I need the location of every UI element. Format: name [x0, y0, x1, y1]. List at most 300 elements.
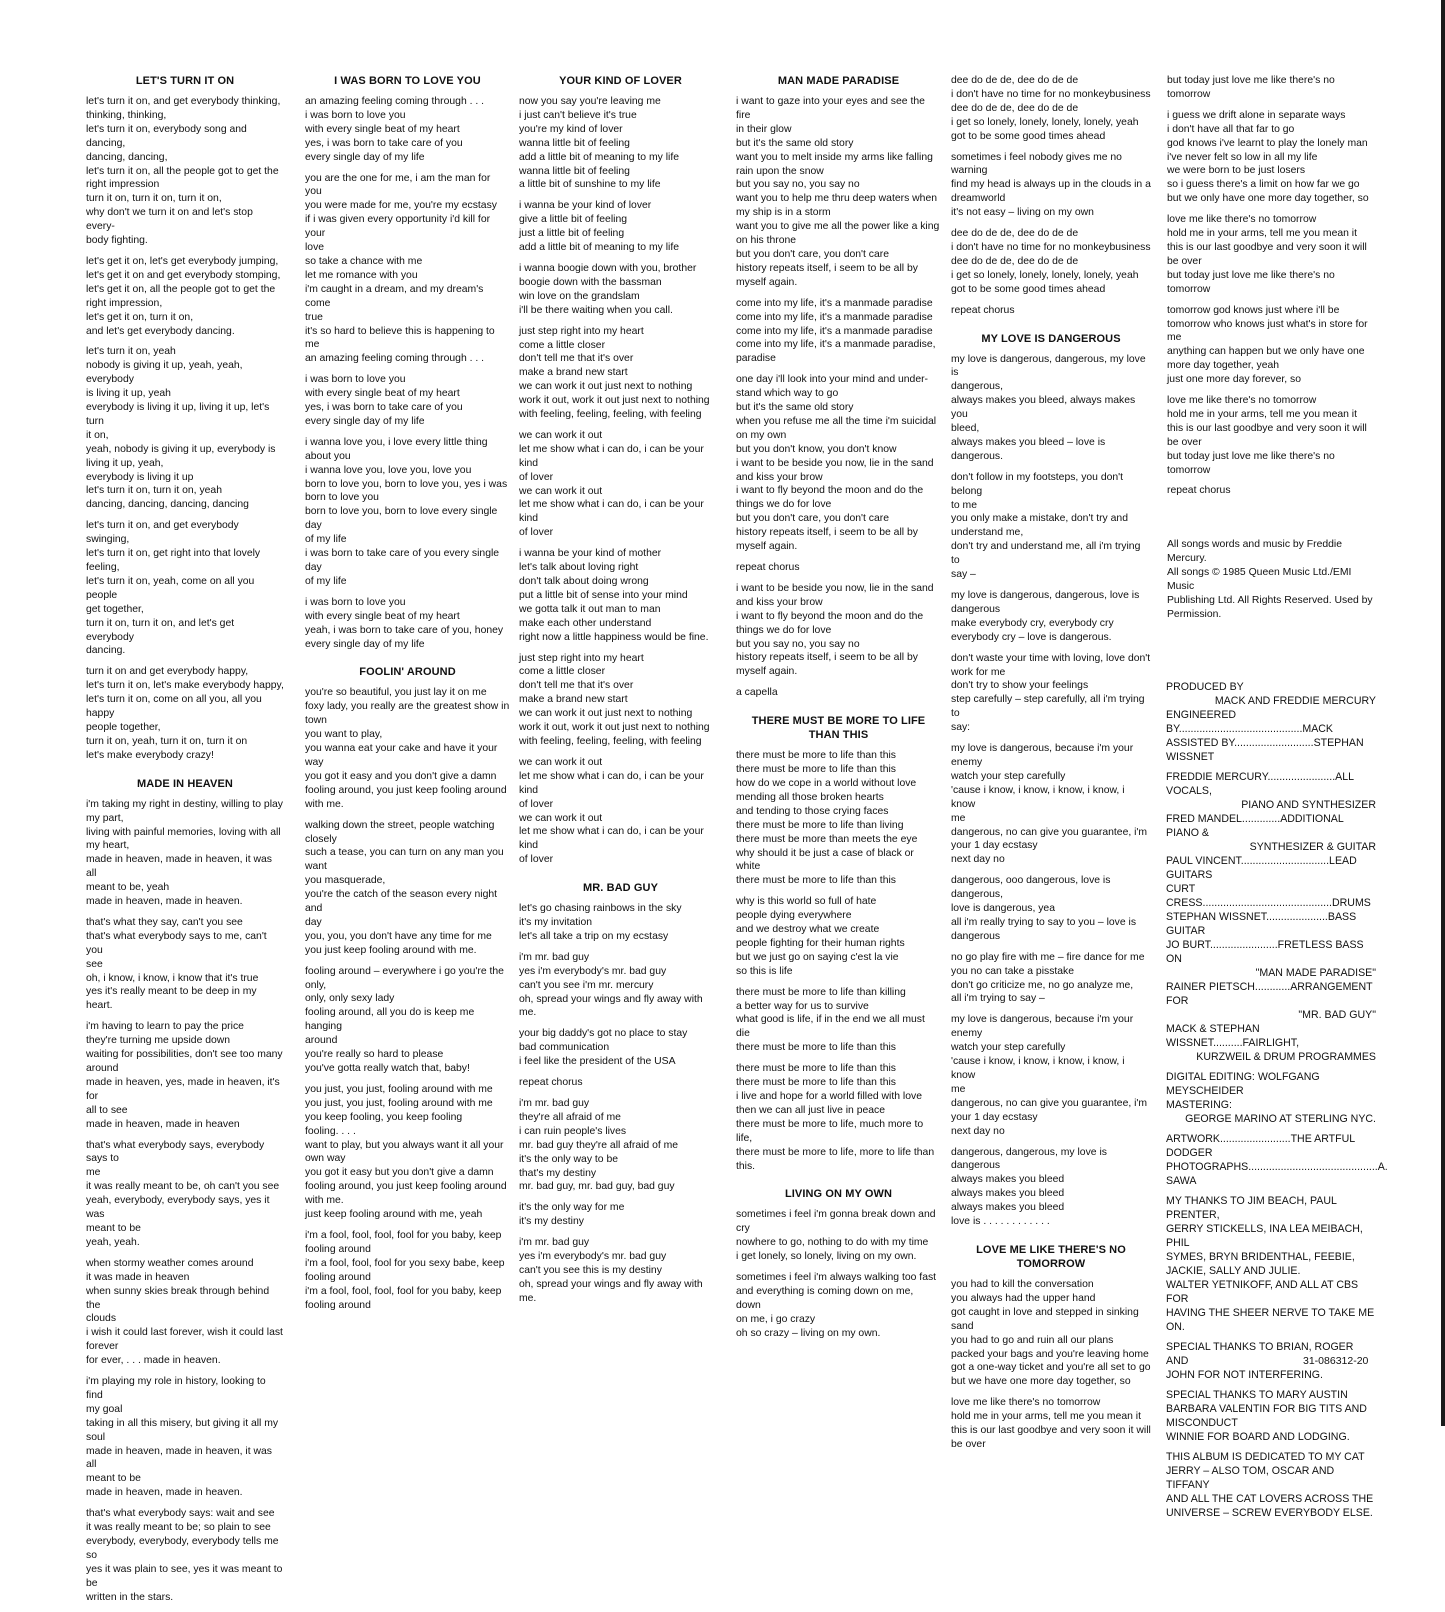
lyric-line: work it out, work it out just next to nothing — [519, 722, 710, 734]
lyric-line: let's turn it on, get right into that lovely — [86, 548, 261, 560]
lyric-line: fooling around, you just keep fooling around — [305, 1181, 507, 1193]
song-title: YOUR KIND OF LOVER — [559, 75, 682, 87]
lyric-line: dancing, dancing, — [86, 151, 168, 163]
lyric-stanza — [305, 596, 510, 652]
lyric-stanza — [86, 95, 284, 248]
credit-line: JO BURT.......................FRETLESS BASS ON — [1166, 939, 1364, 965]
lyric-line: is living it up, yeah — [86, 388, 171, 400]
copyright-line: All songs © 1985 Queen Music Ltd./EMI Music — [1167, 567, 1352, 593]
lyric-line: meant to be — [86, 1473, 141, 1485]
lyric-line: dangerous, no can give you guarantee, i'm — [951, 826, 1148, 838]
lyric-line: fooling around, all you do is keep me hanging — [305, 1007, 475, 1033]
lyric-stanza — [1167, 109, 1374, 206]
lyric-line: we can work it out just next to nothing — [519, 381, 693, 393]
lyric-line: a capella — [736, 687, 778, 699]
lyric-stanza — [1167, 484, 1374, 498]
lyric-line: and tending to those crying faces — [736, 805, 889, 817]
lyric-line: love me like there's no tomorrow — [951, 1397, 1101, 1409]
catalog-number: 31-086312-20 — [1303, 1355, 1369, 1367]
lyric-stanza — [951, 951, 1151, 1007]
lyric-line: i'm a fool, fool, fool, fool for you baby, keep — [305, 1285, 502, 1297]
lyric-line: sometimes i feel nobody gives me no warning — [951, 151, 1122, 177]
lyric-line: you, you, you don't have any time for me — [305, 930, 492, 942]
lyric-line: it on, — [86, 429, 109, 441]
lyric-line: don't follow in my footsteps, you don't belong — [951, 471, 1124, 497]
lyric-stanza — [519, 756, 722, 867]
lyric-line: i'm mr. bad guy — [519, 1237, 590, 1249]
lyric-line: body fighting. — [86, 235, 148, 247]
lyric-line: taking in all this misery, but giving it all my — [86, 1417, 279, 1429]
lyric-line: give a little bit of feeling — [519, 214, 628, 226]
lyric-line: there must be more to life than this — [736, 1042, 896, 1054]
lyric-stanza — [305, 686, 510, 811]
lyric-line: you just, you just, fooling around with me — [305, 1083, 493, 1095]
lyric-line: why is this world so full of hate — [736, 896, 877, 908]
lyric-line: but we only have one more day together, so — [1167, 193, 1369, 205]
lyric-line: me — [1167, 332, 1182, 344]
lyric-stanza — [305, 95, 510, 165]
lyric-line: on me, i go crazy — [736, 1313, 816, 1325]
lyric-line: always makes you bleed – love is dangerous. — [951, 436, 1106, 462]
lyric-line: make everybody cry, everybody cry — [951, 617, 1114, 629]
song-title: MY LOVE IS DANGEROUS — [981, 332, 1121, 345]
lyric-stanza — [951, 471, 1151, 582]
album-credits — [1166, 680, 1388, 1520]
lyric-line: no go play fire with me – fire dance for me — [951, 951, 1145, 963]
lyric-line: it's my destiny — [519, 1216, 584, 1228]
lyric-line: why should it be just a case of black or white — [736, 847, 914, 873]
lyric-line: don't waste your time with loving, love don't — [951, 652, 1151, 664]
lyric-line: that's my destiny — [519, 1167, 597, 1179]
lyric-line: every single day of my life — [305, 151, 425, 163]
lyric-stanza — [519, 951, 722, 1021]
lyric-line: be over — [951, 1438, 986, 1450]
lyric-stanza — [736, 895, 941, 978]
lyric-line: i get so lonely, lonely, lonely, lonely, yeah — [951, 269, 1139, 281]
lyric-stanza — [305, 436, 510, 589]
lyric-line: fooling around – everywhere i go you're the — [305, 965, 504, 977]
lyric-line: but you don't care, you don't care — [736, 513, 889, 525]
lyric-line: of lover — [519, 798, 554, 810]
lyric-line: own way — [305, 1153, 346, 1165]
lyric-line: you had to go and ruin all our plans — [951, 1334, 1114, 1346]
lyric-line: but we have one more day together, so — [951, 1376, 1131, 1388]
credit-line: GERRY STICKELLS, INA LEA MEIBACH, PHIL — [1166, 1223, 1363, 1249]
lyric-line: tomorrow who knows just what's in store for — [1167, 318, 1368, 330]
lyric-line: made in heaven, made in heaven, it was all — [86, 854, 272, 880]
lyric-line: i wish it could last forever, wish it could last — [86, 1327, 283, 1339]
lyric-line: repeat chorus — [1167, 485, 1231, 497]
lyric-line: got to be some good times ahead — [951, 130, 1106, 142]
lyric-line: people together, — [86, 721, 161, 733]
lyric-line: everybody is living it up — [86, 471, 194, 483]
lyric-line: closely — [305, 833, 337, 845]
lyric-line: step carefully – step carefully, all i'm trying to — [951, 694, 1145, 720]
lyric-line: dee do de de, dee do de de — [951, 255, 1079, 267]
lyric-line: dangerous, no can give you guarantee, i'm — [951, 1097, 1148, 1109]
lyric-line: living with painful memories, loving with all — [86, 826, 281, 838]
song-title: LOVE ME LIKE THERE'S NO TOMORROW — [976, 1243, 1126, 1270]
lyric-line: let's turn it on, all the people got to get the — [86, 165, 279, 177]
lyric-stanza — [951, 742, 1151, 867]
lyric-line: your 1 day ecstasy — [951, 1111, 1038, 1123]
lyric-line: just a little bit of feeling — [519, 228, 625, 240]
lyric-line: an amazing feeling coming through . . . — [305, 353, 485, 365]
lyric-line: you're the catch of the season every night and — [305, 889, 498, 915]
lyric-line: but you don't care, you don't care — [736, 248, 889, 260]
lyric-line: born to love you — [305, 492, 379, 504]
lyric-line: my love is dangerous, dangerous, my love is — [951, 353, 1146, 379]
lyric-stanza — [1167, 213, 1374, 296]
lyric-line: it was made in heaven — [86, 1271, 190, 1283]
lyric-line: repeat chorus — [736, 562, 800, 573]
lyric-line: hold me in your arms, tell me you mean it — [1167, 408, 1357, 420]
lyric-line: this is our last goodbye and very soon it will — [951, 1425, 1151, 1437]
lyric-line: we can work it out — [519, 485, 603, 497]
lyric-line: such a tease, you can turn on any man you — [305, 847, 504, 859]
credit-line: MACK AND FREDDIE MERCURY — [1214, 695, 1376, 707]
lyric-line: dangerous, dangerous, my love is dangerous — [951, 1146, 1107, 1172]
lyric-line: tomorrow — [1167, 464, 1211, 476]
credit-line: SPECIAL THANKS TO BRIAN, ROGER AND — [1166, 1341, 1354, 1367]
lyric-stanza — [305, 172, 510, 367]
lyric-line: always makes you bleed, always makes you — [951, 395, 1136, 421]
lyric-line: boogie down with the bassman — [519, 276, 662, 288]
lyric-line: packed your bags and you're leaving home — [951, 1348, 1149, 1360]
lyric-stanza — [736, 1208, 941, 1264]
lyric-stanza — [951, 227, 1151, 297]
lyric-line: watch your step carefully — [951, 1042, 1066, 1054]
lyric-line: i want to fly beyond the moon and do the — [736, 485, 924, 497]
lyric-line: i wanna love you, i love every little thing — [305, 436, 488, 448]
lyric-line: i get lonely, so lonely, living on my own. — [736, 1251, 917, 1263]
lyric-line: let's turn it on, yeah — [86, 346, 176, 358]
lyric-line: of lover — [519, 527, 554, 539]
lyric-line: let's go chasing rainbows in the sky — [519, 903, 682, 915]
lyric-line: when stormy weather comes around — [86, 1257, 254, 1269]
lyric-line: mr. bad guy they're all afraid of me — [519, 1139, 679, 1151]
lyric-line: understand me, — [951, 527, 1024, 539]
lyric-line: yes it was plain to see, yes it was meant to be — [86, 1563, 283, 1589]
lyric-line: and we destroy what we create — [736, 924, 880, 936]
lyric-line: sand — [951, 1320, 974, 1332]
lyric-line: want — [305, 861, 327, 873]
lyric-stanza — [519, 1097, 722, 1194]
lyric-stanza — [519, 429, 722, 540]
lyric-line: you want to play, — [305, 729, 383, 741]
lyric-line: all i'm really trying to say to you – love is — [951, 916, 1137, 928]
lyric-line: my ship is in a storm — [736, 207, 831, 219]
lyric-line: it was really meant to be, oh can't you see — [86, 1181, 280, 1193]
lyric-line: made in heaven, made in heaven — [86, 1118, 240, 1130]
lyric-line: oh, spread your wings and fly away with me. — [519, 1278, 703, 1304]
lyric-line: about you — [305, 450, 351, 462]
lyric-line: nowhere to go, nothing to do with my time — [736, 1237, 929, 1249]
lyric-line: just one more day forever, so — [1167, 374, 1301, 386]
lyric-line: i'm having to learn to pay the price — [86, 1021, 244, 1033]
lyric-stanza — [736, 986, 941, 1056]
credit-line: KURZWEIL & DRUM PROGRAMMES — [1196, 1051, 1376, 1063]
lyric-line: of my life — [305, 534, 347, 546]
lyric-line: come into my life, it's a manmade paradise — [736, 297, 933, 309]
lyric-line: around — [86, 1063, 119, 1074]
lyric-line: we can work it out just next to nothing — [519, 708, 693, 720]
lyric-line: let's get it on and get everybody stomping, — [86, 269, 281, 281]
lyric-line: tomorrow — [1167, 88, 1211, 100]
lyric-line: you just keep fooling around with me. — [305, 944, 477, 956]
lyric-line: soul — [86, 1431, 106, 1443]
lyric-line: let me show what i can do, i can be your kind — [519, 770, 704, 796]
lyric-line: you always had the upper hand — [951, 1292, 1096, 1304]
lyric-line: let's talk about loving right — [519, 562, 639, 574]
lyric-line: always makes you bleed — [951, 1174, 1065, 1186]
lyric-line: fooling around — [305, 1299, 371, 1311]
credit-line: DIGITAL EDITING: WOLFGANG MEYSCHEIDER — [1166, 1071, 1320, 1097]
lyric-line: anything can happen but we only have one — [1167, 346, 1365, 358]
credit-line: STEPHAN WISSNET.....................BASS GUITAR — [1166, 911, 1357, 937]
lyric-stanza — [305, 1229, 510, 1312]
lyric-line: let me show what i can do, i can be your kind — [519, 499, 704, 525]
lyric-line: love — [305, 242, 325, 254]
lyric-line: paradise — [736, 353, 776, 365]
credit-line: ARTWORK........................THE ARTFUL DODGER — [1166, 1133, 1355, 1159]
lyric-line: why don't we turn it on and let's stop every- — [86, 207, 253, 233]
lyric-stanza — [519, 547, 722, 644]
lyric-line: one day i'll look into your mind and under- — [736, 374, 929, 386]
lyric-line: fooling around — [305, 1243, 371, 1255]
lyric-line: make a brand new start — [519, 367, 628, 379]
lyric-line: i wanna be your kind of mother — [519, 548, 662, 560]
lyric-line: true — [305, 311, 323, 323]
lyric-line: myself again. — [736, 276, 798, 288]
lyric-line: more day together, yeah — [1167, 360, 1280, 372]
lyric-line: let's turn it on, and get everybody thinking, — [86, 96, 281, 107]
lyric-line: sometimes i feel i'm always walking too fast — [736, 1272, 937, 1284]
lyric-line: yes, i was born to take care of you — [305, 402, 463, 414]
lyric-line: you're so beautiful, you just lay it on me — [305, 687, 487, 699]
lyric-line: there must be more to life than this — [736, 875, 896, 887]
lyric-line: turn it on, turn it on, turn it on, — [86, 193, 222, 205]
lyric-line: so take a chance with me — [305, 255, 423, 267]
lyric-line: yes, i was born to take care of you — [305, 137, 463, 149]
lyric-stanza — [951, 1396, 1151, 1452]
lyric-stanza — [736, 582, 941, 679]
credit-line: WALTER YETNIKOFF, AND ALL AT CBS FOR — [1166, 1279, 1359, 1305]
lyric-line: there must be more to life than this — [736, 764, 896, 776]
lyric-line: that's what everybody says to me, can't you — [86, 930, 267, 956]
lyric-line: you just, you just, fooling around with me — [305, 1097, 493, 1109]
lyric-line: rain upon the snow — [736, 165, 824, 177]
lyric-stanza — [86, 1507, 284, 1604]
lyric-line: it's the only way to be — [519, 1153, 619, 1165]
lyric-stanza — [736, 95, 941, 290]
lyrics-column-4 — [736, 74, 941, 1348]
lyric-stanza — [951, 304, 1151, 318]
lyric-line: made in heaven, made in heaven. — [86, 1487, 243, 1499]
lyric-line: i feel like the president of the USA — [519, 1056, 676, 1068]
lyric-stanza — [519, 902, 722, 944]
lyric-line: me — [951, 1083, 966, 1095]
lyric-line: but today just love me like there's no — [1167, 269, 1335, 281]
lyric-line: how do we cope in a world without love — [736, 777, 917, 789]
lyric-line: they're all afraid of me — [519, 1111, 621, 1123]
lyric-line: i've never felt so low in all my life — [1167, 151, 1318, 163]
lyric-line: let me show what i can do, i can be your kind — [519, 443, 704, 469]
lyric-line: don't tell me that it's over — [519, 680, 634, 692]
credit-line: SYMES, BRYN BRIDENTHAL, FEEBIE, — [1166, 1251, 1355, 1263]
credit-line: ENGINEERED BY..........................................MACK — [1166, 709, 1333, 735]
lyric-line: mr. bad guy, mr. bad guy, bad guy — [519, 1181, 675, 1193]
lyric-line: let's turn it on, and get everybody swinging, — [86, 520, 239, 546]
lyric-line: when you refuse me all the time i'm suicidal — [736, 415, 937, 427]
lyric-line: turn it on, turn it on, and let's get everybody — [86, 617, 235, 643]
lyric-line: i'm mr. bad guy — [519, 951, 590, 963]
lyric-line: you only make a mistake, don't try and — [951, 513, 1128, 525]
lyric-line: when sunny skies break through behind the — [86, 1285, 270, 1311]
lyric-line: repeat chorus — [951, 304, 1015, 316]
lyric-stanza — [951, 1013, 1151, 1138]
lyric-line: my goal — [86, 1403, 123, 1415]
lyric-stanza — [86, 1139, 284, 1250]
lyric-line: put a little bit of sense into your mind — [519, 589, 688, 601]
lyric-line: there must be more than meets the eye — [736, 833, 918, 845]
lyric-line: my love is dangerous, because i'm your — [951, 743, 1134, 755]
lyric-line: dangerous, ooo dangerous, love is dangerous, — [951, 875, 1111, 901]
song-title: THERE MUST BE MORE TO LIFE THAN THIS — [751, 715, 926, 742]
lyric-line: yeah, yeah. — [86, 1236, 140, 1248]
lyric-stanza — [1167, 394, 1374, 477]
credit-line: JERRY – ALSO TOM, OSCAR AND TIFFANY — [1166, 1465, 1335, 1491]
lyric-line: dee do de de, dee do de de — [951, 75, 1079, 86]
lyric-line: i get so lonely, lonely, lonely, lonely, yeah — [951, 116, 1139, 128]
lyric-stanza — [305, 819, 510, 958]
lyric-line: don't try to show your feelings — [951, 680, 1089, 692]
lyric-line: let's turn it on, turn it on, yeah — [86, 485, 222, 497]
lyric-line: i don't have no time for no monkeybusiness — [951, 241, 1151, 253]
lyric-line: love me like there's no tomorrow — [1167, 214, 1317, 226]
lyric-stanza — [86, 798, 284, 909]
lyric-line: fooling. . . . — [305, 1125, 356, 1137]
lyric-line: let's get it on, let's get everybody jumping, — [86, 255, 279, 267]
lyric-line: next day no — [951, 1125, 1005, 1137]
lyric-line: let's all take a trip on my ecstasy — [519, 930, 669, 942]
lyric-stanza — [86, 1375, 284, 1500]
lyric-line: with feeling, feeling, feeling, with feeling — [519, 409, 702, 421]
lyric-line: just step right into my heart — [519, 652, 644, 664]
credit-line: SPECIAL THANKS TO MARY AUSTIN — [1166, 1389, 1348, 1401]
lyric-line: dee do de de, dee do de de — [951, 102, 1079, 114]
lyric-line: add a little bit of meaning to my life — [519, 151, 679, 163]
lyric-line: you keep fooling, you keep fooling — [305, 1111, 463, 1123]
lyric-stanza — [519, 325, 722, 422]
lyric-line: meant to be — [86, 1222, 141, 1234]
lyric-line: in their glow — [736, 123, 792, 135]
lyric-line: you wanna eat your cake and have it your way — [305, 743, 498, 768]
lyric-line: let's turn it on, come on all you, all you happy — [86, 694, 262, 720]
lyric-line: fooling around — [305, 1271, 371, 1283]
lyric-line: let's get it on, all the people got to get the — [86, 283, 276, 295]
lyric-line: stand which way to go — [736, 388, 839, 400]
lyrics-column-6 — [1167, 74, 1374, 629]
lyric-stanza — [951, 74, 1151, 144]
lyric-line: forever — [86, 1341, 119, 1353]
lyric-line: dee do de de, dee do de de — [951, 228, 1079, 240]
lyric-line: for ever, . . . made in heaven. — [86, 1355, 221, 1367]
credit-line: JACKIE, SALLY AND JULIE. — [1166, 1265, 1301, 1277]
lyric-line: say: — [951, 722, 971, 734]
lyric-line: don't talk about doing wrong — [519, 576, 649, 587]
lyric-line: with every single beat of my heart — [305, 388, 460, 400]
lyric-line: want you to melt inside my arms like falling — [736, 151, 933, 163]
lyric-line: tomorrow god knows just where i'll be — [1167, 304, 1340, 316]
lyric-line: feeling, — [86, 562, 120, 573]
lyric-line: living it up, yeah, — [86, 457, 164, 469]
lyric-line: made in heaven, made in heaven. — [86, 896, 243, 908]
lyric-line: but it's the same old story — [736, 402, 854, 414]
lyric-line: i'm playing my role in history, looking to find — [86, 1376, 266, 1401]
song-title: LIVING ON MY OWN — [784, 1188, 893, 1201]
lyric-line: town — [305, 715, 327, 727]
lyric-line: a better way for us to survive — [736, 1000, 869, 1012]
lyric-line: my part, — [86, 812, 124, 824]
lyric-line: dancing. — [86, 645, 126, 657]
lyric-line: see — [86, 958, 103, 970]
lyric-stanza — [736, 686, 941, 700]
lyric-line: there must be more to life, more to life than — [736, 1146, 935, 1158]
lyric-line: so this is life — [736, 965, 793, 977]
lyric-line: now you say you're leaving me — [519, 96, 661, 107]
lyric-line: born to love you, born to love every single day — [305, 506, 498, 532]
copyright-notice — [1167, 538, 1374, 621]
lyric-line: dangerous, — [951, 381, 1003, 393]
lyric-line: yeah, nobody is giving it up, everybody is — [86, 443, 276, 455]
lyric-line: you were made for me, you're my ecstasy — [305, 200, 497, 212]
lyric-line: day — [305, 916, 322, 928]
lyric-line: bleed, — [951, 423, 980, 435]
lyric-line: right impression — [86, 179, 160, 191]
lyric-line: yes i'm everybody's mr. bad guy — [519, 965, 667, 977]
credit-line: WINNIE FOR BOARD AND LODGING. — [1166, 1431, 1350, 1443]
credit-line: MISCONDUCT — [1166, 1417, 1238, 1429]
lyric-line: there must be more to life than living — [736, 819, 904, 831]
lyric-stanza — [519, 652, 722, 749]
lyric-stanza — [736, 1271, 941, 1341]
lyric-line: i wanna boogie down with you, brother — [519, 262, 697, 274]
lyric-line: but you say no, you say no — [736, 179, 860, 191]
lyric-line: with feeling, feeling, feeling, with feeling — [519, 735, 702, 747]
lyrics-column-2 — [305, 74, 510, 1319]
lyric-line: enemy — [951, 1028, 983, 1040]
lyric-line: of my life — [305, 575, 347, 587]
lyrics-column-1 — [86, 74, 284, 1612]
lyric-line: love is . . . . . . . . . . . . — [951, 1216, 1050, 1228]
lyric-line: things we do for love — [736, 499, 832, 511]
lyric-line: we can work it out — [519, 812, 603, 824]
lyric-line: waiting for possibilities, don't see too many — [86, 1049, 283, 1061]
lyric-stanza — [951, 589, 1151, 645]
song-title: I WAS BORN TO LOVE YOU — [334, 75, 481, 87]
lyric-line: so i guess there's a limit on how far we go — [1167, 179, 1360, 191]
credit-line: MACK & STEPHAN WISSNET..........FAIRLIGHT, — [1166, 1023, 1300, 1049]
lyric-line: it's the only way for me — [519, 1202, 625, 1214]
lyric-line: i was born to love you — [305, 374, 406, 386]
credit-line: ASSISTED BY...........................STEPHAN WISSNET — [1166, 737, 1364, 763]
lyric-line: written in the stars. — [86, 1591, 174, 1603]
lyric-line: i'm mr. bad guy — [519, 1098, 590, 1109]
lyric-line: i was born to love you — [305, 109, 406, 121]
lyric-line: around — [305, 1035, 338, 1047]
lyric-line: i'm a fool, fool, fool for you sexy babe, keep — [305, 1257, 505, 1269]
